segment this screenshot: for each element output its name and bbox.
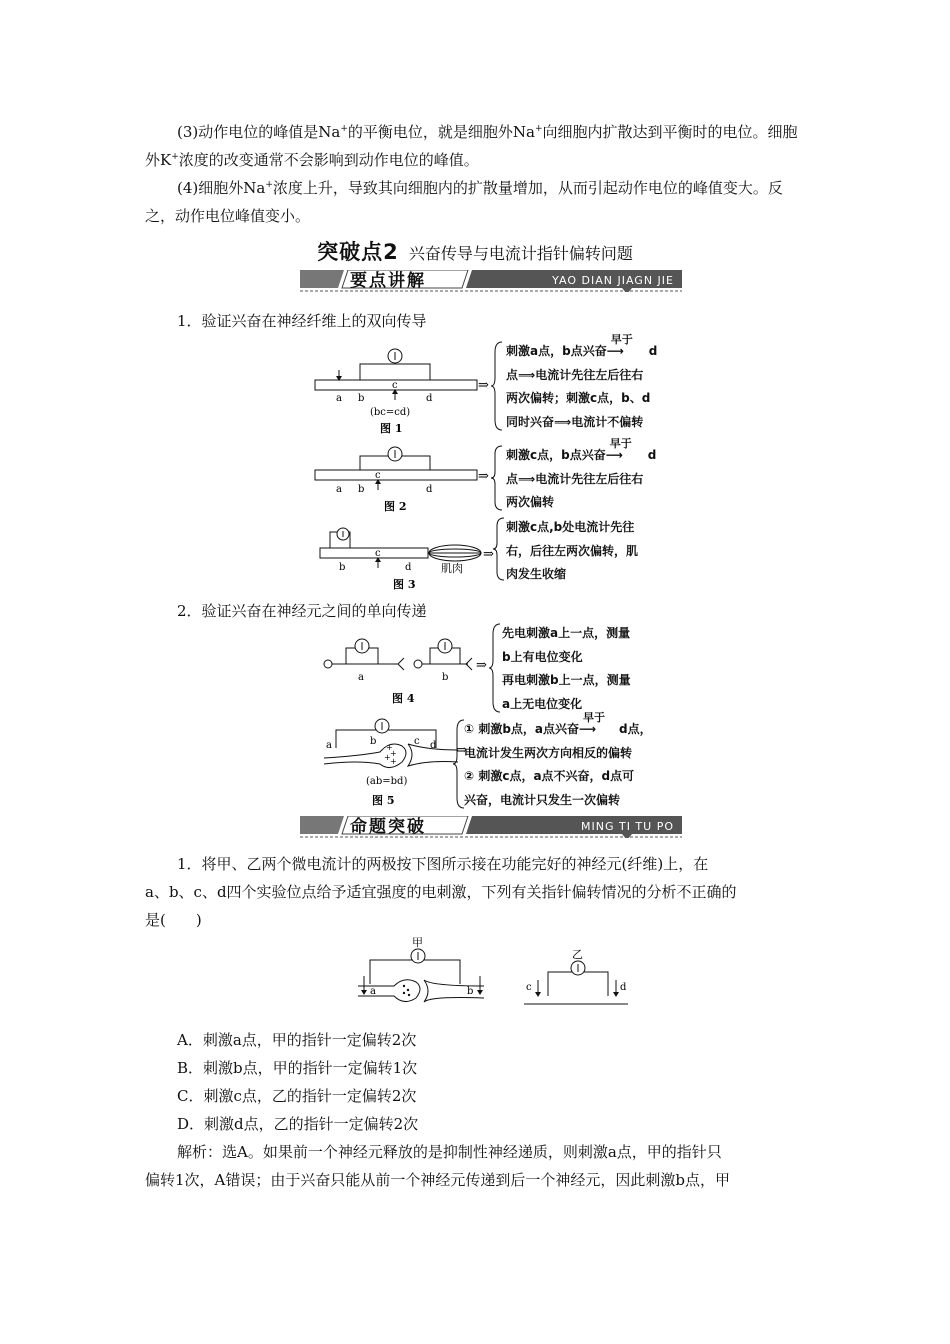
question-figure-drawing <box>352 936 642 1020</box>
text: 向细胞内扩散达到平衡时的电位。细胞外K <box>145 123 798 169</box>
superscript: + <box>340 124 348 134</box>
section-title <box>0 236 950 266</box>
figure-5 <box>318 714 468 810</box>
analysis-line: 解析：选A。如果前一个神经元释放的是抑制性神经递质，则刺激a点，甲的指针只 <box>177 1143 722 1161</box>
analysis <box>145 1138 810 1194</box>
option-d: D．刺激d点，乙的指针一定偏转2次 <box>177 1115 419 1133</box>
paragraph-4 <box>145 174 810 230</box>
paragraph-3 <box>145 118 810 174</box>
note-line: ① 刺激b点，a点兴奋 早于 ⟶ d点， <box>464 711 652 736</box>
label-c: c <box>375 470 381 481</box>
brace-icon <box>488 622 502 714</box>
figure-2 <box>310 440 490 516</box>
note-line: 同时兴奋⟹电流计不偏转 <box>506 414 644 429</box>
label-d: d <box>426 484 433 495</box>
note-line: 两次偏转；刺激c点，b、d <box>506 391 651 405</box>
banner-english: MING TI TU PO <box>580 820 674 833</box>
label-a: a <box>358 672 364 683</box>
figure-5-note <box>464 711 652 812</box>
note-line: 右，后往左两次偏转，肌 <box>506 543 639 558</box>
point-1: 1．验证兴奋在神经纤维上的双向传导 <box>177 312 427 330</box>
analysis-line: 偏转1次，A错误；由于兴奋只能从前一个神经元传递到后一个神经元，因此刺激b点，甲 <box>145 1171 730 1189</box>
note-line: 刺激c点,b处电流计先往 <box>506 520 635 534</box>
option-a: A．刺激a点，甲的指针一定偏转2次 <box>177 1031 417 1049</box>
svg-text:⇒: ⇒ <box>478 469 489 484</box>
label-d: d <box>430 740 437 751</box>
section-number: 突破点2 <box>317 240 399 264</box>
brace-icon <box>492 516 506 582</box>
label-c: c <box>526 982 532 993</box>
label-c: c <box>414 736 420 747</box>
figure-caption: 图 4 <box>392 692 415 705</box>
figure-caption: 图 2 <box>384 500 407 513</box>
label-b: b <box>442 672 449 683</box>
note-line: 兴奋，电流计只发生一次偏转 <box>464 792 621 807</box>
figure-3-note <box>506 516 638 587</box>
svg-text:+: + <box>390 749 397 758</box>
label-d: d <box>620 982 627 993</box>
brace-icon <box>490 444 504 512</box>
label-a: a <box>336 393 342 404</box>
brace-icon <box>490 340 504 432</box>
meter-yi: 乙 <box>572 948 583 961</box>
svg-text:+: + <box>384 753 391 762</box>
svg-text:⇒: ⇒ <box>476 658 487 673</box>
figure-1-drawing <box>310 334 490 438</box>
label-b: b <box>370 736 377 747</box>
note-line: 点⟹电流计先往左后往右 <box>506 471 644 486</box>
figure-4-note <box>502 622 631 716</box>
banner-english: YAO DIAN JIAGN JIE <box>552 274 674 287</box>
text: (4)细胞外Na <box>177 179 266 197</box>
banner-label: 要点讲解 <box>350 271 426 291</box>
figure-sub: (bc=cd) <box>370 407 411 418</box>
label-c: c <box>375 548 381 559</box>
label-b: b <box>358 393 365 404</box>
figure-2-note <box>506 437 657 515</box>
point-2: 2．验证兴奋在神经元之间的单向传递 <box>177 602 427 620</box>
text: (3)动作电位的峰值是Na <box>177 123 341 141</box>
note-line: 刺激c点，b点兴奋 早于 ⟶ d <box>506 437 657 462</box>
figure-2-drawing <box>310 440 490 516</box>
text: 的平衡电位，就是细胞外Na <box>347 123 535 141</box>
question-figure <box>352 936 642 1020</box>
figure-4-drawing <box>318 628 498 708</box>
figure-sub: (ab=bd) <box>366 776 408 787</box>
note-line: 再电刺激b上一点，测量 <box>502 673 631 687</box>
label-a: a <box>370 986 376 997</box>
stem-line: a、b、c、d四个实验位点给予适宜强度的电刺激，下列有关指针偏转情况的分析不正确的 <box>145 883 737 901</box>
label-b: b <box>467 986 474 997</box>
note-line: 刺激a点，b点兴奋 早于 ⟶ d <box>506 333 658 358</box>
muscle-label: 肌肉 <box>441 562 463 575</box>
figure-3 <box>315 522 505 594</box>
section-heading: 兴奋传导与电流计指针偏转问题 <box>408 244 633 263</box>
figure-1 <box>310 334 490 438</box>
text: 浓度上升，导致其向细胞内的扩散量增加，从而引起动作电位的峰值变大。反之，动作电位峰值变小。 <box>145 179 783 225</box>
figure-5-drawing <box>318 714 468 810</box>
svg-text:⇒: ⇒ <box>456 743 467 758</box>
text: 浓度的改变通常不会影响到动作电位的峰值。 <box>178 151 479 169</box>
figure-caption: 图 1 <box>380 422 403 435</box>
note-line: 电流计发生两次方向相反的偏转 <box>464 745 633 760</box>
label-c: c <box>392 380 398 391</box>
svg-text:+: + <box>386 743 393 752</box>
figure-caption: 图 5 <box>372 794 395 807</box>
option-c: C．刺激c点，乙的指针一定偏转2次 <box>177 1087 417 1105</box>
note-line: a上无电位变化 <box>502 696 583 711</box>
note-line: ② 刺激c点，a点不兴奋，d点可 <box>464 769 635 783</box>
label-d: d <box>426 393 433 404</box>
label-a: a <box>336 484 342 495</box>
banner-key-points <box>300 270 682 292</box>
note-line: b上有电位变化 <box>502 649 583 664</box>
note-line: 肉发生收缩 <box>506 567 567 581</box>
stem-line: 1．将甲、乙两个微电流计的两极按下图所示接在功能完好的神经元(纤维)上，在 <box>177 855 709 873</box>
superscript: + <box>265 180 273 190</box>
meter-jia: 甲 <box>412 936 423 949</box>
label-a: a <box>326 740 332 751</box>
figure-1-note <box>506 333 658 434</box>
note-line: 两次偏转 <box>506 495 555 509</box>
option-b: B．刺激b点，甲的指针一定偏转1次 <box>177 1059 418 1077</box>
svg-text:⇒: ⇒ <box>483 547 494 562</box>
banner-label: 命题突破 <box>350 817 426 837</box>
superscript: + <box>534 124 543 134</box>
banner-problems <box>300 816 682 838</box>
label-d: d <box>405 562 412 573</box>
note-line: 先电刺激a上一点，测量 <box>502 626 631 640</box>
note-line: 点⟹电流计先往左后往右 <box>506 367 644 382</box>
figure-3-drawing <box>315 522 505 594</box>
figure-4 <box>318 628 498 708</box>
superscript: + <box>171 152 179 162</box>
stem-line: 是( ) <box>145 911 202 929</box>
svg-text:+: + <box>390 757 397 766</box>
question-stem <box>145 850 810 934</box>
figure-caption: 图 3 <box>393 578 416 591</box>
label-b: b <box>339 562 346 573</box>
label-b: b <box>358 484 365 495</box>
svg-text:⇒: ⇒ <box>478 378 489 393</box>
